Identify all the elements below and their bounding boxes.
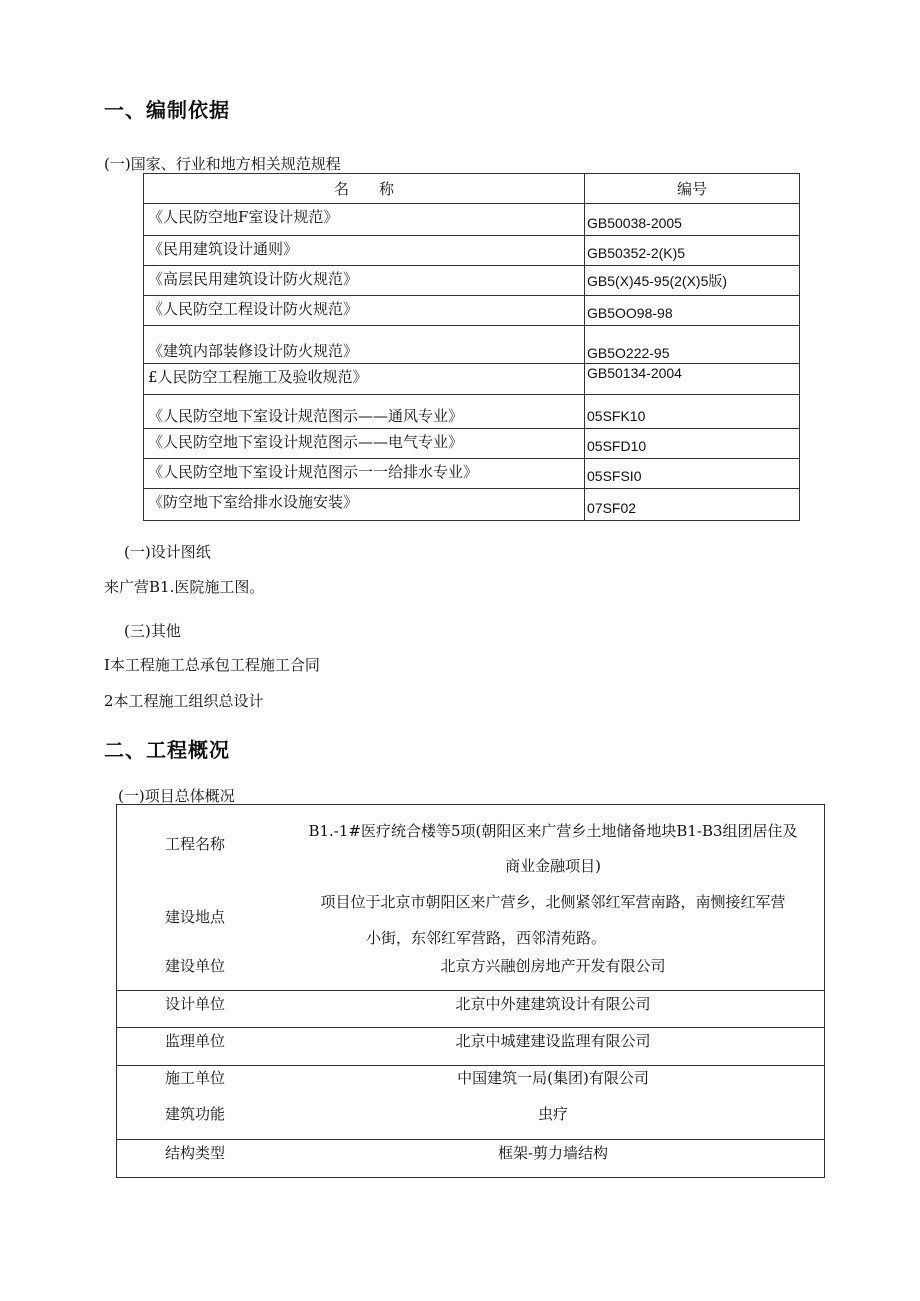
- standard-code: 07SF02: [585, 489, 800, 521]
- value-designer: 北京中外建建筑设计有限公司: [455, 995, 651, 1013]
- other-item-2: 2本工程施工组织总设计: [104, 692, 264, 710]
- subheading-standards: (一)国家、行业和地方相关规范规程: [104, 155, 341, 173]
- row-divider: [117, 1027, 824, 1028]
- table-row: [144, 236, 800, 266]
- standard-name: 《防空地下室给排水设施安装》: [144, 489, 585, 521]
- standard-code: GB50352-2(K)5: [585, 236, 800, 266]
- standard-code: GB5O222-95: [585, 326, 800, 364]
- standard-name: 《人民防空地下室设计规范图示——电气专业》: [144, 429, 585, 459]
- value-location-line1: 项目位于北京市朝阳区来广营乡，北侧紧邻红军营南路，南恻接红军营: [320, 893, 786, 911]
- label-supervisor: 监理单位: [165, 1032, 226, 1050]
- table-row: [144, 364, 800, 395]
- label-designer: 设计单位: [165, 995, 226, 1013]
- label-project-name: 工程名称: [165, 835, 226, 853]
- subheading-project-overview: (一)项目总体概况: [118, 787, 235, 805]
- table-row: [144, 326, 800, 364]
- value-project-name-line1: B1.-1#医疗统合楼等5项(朝阳区来广营乡土地储备地块B1-B3组团居住及: [308, 822, 798, 840]
- standard-code: GB5(X)45-95(2(X)5版): [585, 266, 800, 296]
- standard-code: GB50134-2004: [585, 364, 800, 395]
- table-row: [144, 429, 800, 459]
- table-row: [144, 296, 800, 326]
- column-header-code: 编号: [585, 174, 800, 204]
- standard-name: 《人民防空地F室设计规范》: [144, 204, 585, 236]
- subheading-other: (三)其他: [124, 622, 181, 640]
- standard-name: 《人民防空工程设计防火规范》: [144, 296, 585, 326]
- row-divider: [117, 1139, 824, 1140]
- drawings-text: 来广营B1.医院施工图。: [104, 578, 265, 596]
- value-supervisor: 北京中城建建设监理有限公司: [455, 1032, 651, 1050]
- standard-name: 《人民防空地下室设计规范图示一一给排水专业》: [144, 459, 585, 489]
- other-item-1: I本工程施工总承包工程施工合同: [104, 656, 320, 674]
- label-owner: 建设单位: [165, 957, 226, 975]
- table-row: [144, 204, 800, 236]
- subheading-drawings: (一)设计图纸: [124, 543, 211, 561]
- label-structure: 结构类型: [165, 1144, 226, 1162]
- standard-name: 《建筑内部装修设计防火规范》: [144, 326, 585, 364]
- row-divider: [117, 1065, 824, 1066]
- table-row: [144, 489, 800, 521]
- standard-name: 《民用建筑设计通则》: [144, 236, 585, 266]
- standard-code: 05SFSI0: [585, 459, 800, 489]
- value-project-name-line2: 商业金融项目): [505, 857, 601, 875]
- row-divider: [117, 990, 824, 991]
- section-heading-basis: 一、编制依据: [104, 98, 230, 122]
- label-function: 建筑功能: [165, 1105, 226, 1123]
- standard-name: £人民防空工程施工及验收规范》: [144, 364, 585, 395]
- table-header-row: [144, 174, 800, 204]
- column-header-name: 名 称: [144, 174, 585, 204]
- value-function: 虫疗: [537, 1105, 568, 1123]
- table-row: [144, 459, 800, 489]
- value-owner: 北京方兴融创房地产开发有限公司: [440, 957, 666, 975]
- value-location-line2: 小街，东邻红军营路，西邻清苑路。: [365, 929, 606, 947]
- value-contractor: 中国建筑一局(集团)有限公司: [457, 1069, 649, 1087]
- table-row: [144, 395, 800, 429]
- value-structure: 框架-剪力墙结构: [497, 1144, 609, 1162]
- standard-code: GB5OO98-98: [585, 296, 800, 326]
- section-heading-overview: 二、工程概况: [104, 738, 230, 762]
- project-overview-table: [116, 804, 825, 1178]
- standard-code: 05SFD10: [585, 429, 800, 459]
- table-row: [144, 266, 800, 296]
- label-location: 建设地点: [165, 908, 226, 926]
- standard-name: 《高层民用建筑设计防火规范》: [144, 266, 585, 296]
- label-contractor: 施工单位: [165, 1069, 226, 1087]
- standards-table: [143, 173, 800, 521]
- standard-name: 《人民防空地下室设计规范图示——通风专业》: [144, 395, 585, 429]
- standard-code: 05SFK10: [585, 395, 800, 429]
- standard-code: GB50038-2005: [585, 204, 800, 236]
